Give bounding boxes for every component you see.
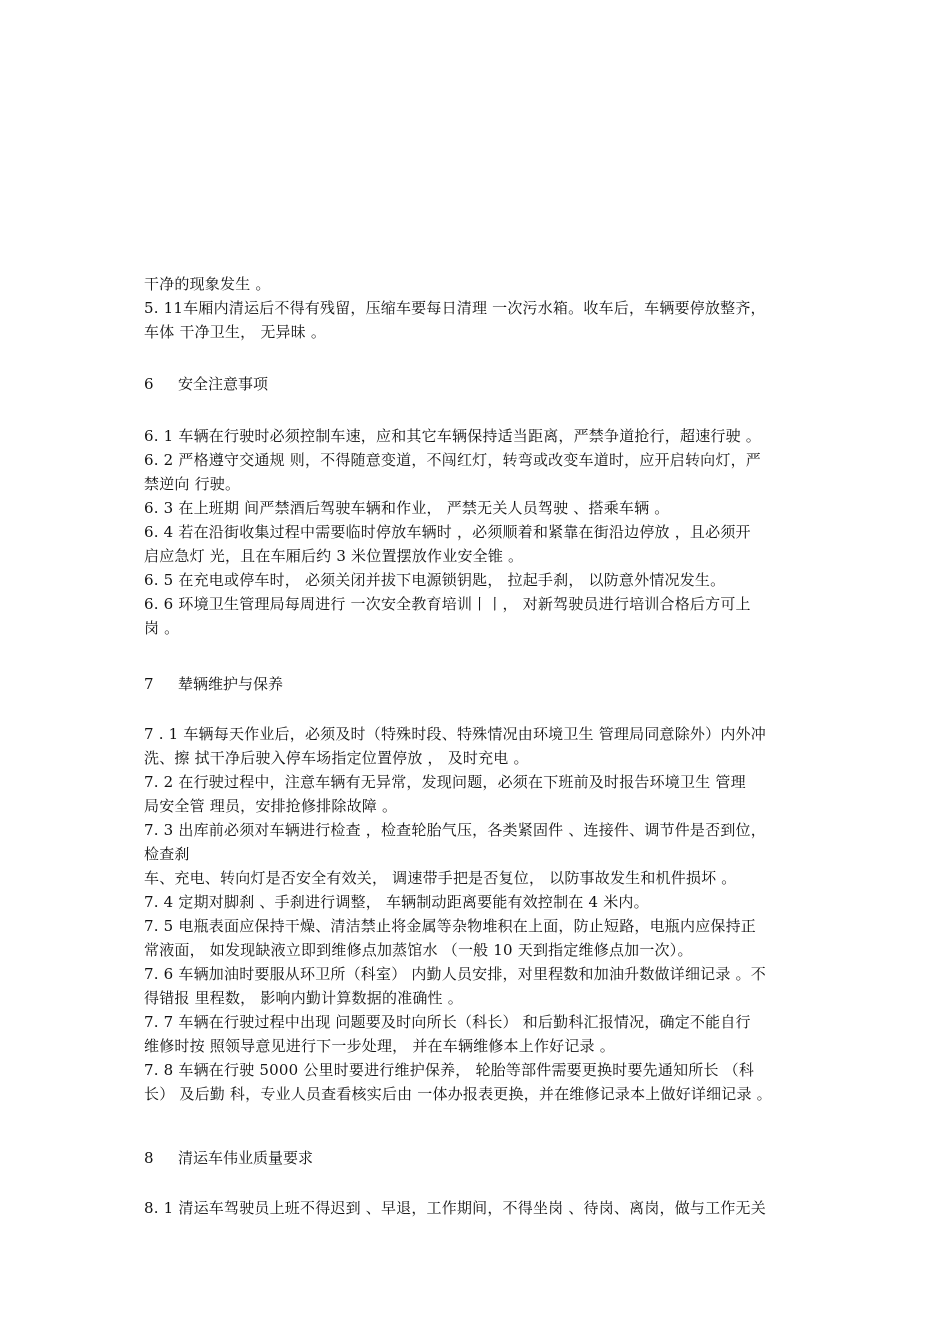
text-line: 车体 干净卫生， 无异昧 。 — [144, 323, 327, 341]
section-title: 安全注意事项 — [178, 375, 269, 393]
text-line: 长） 及后勤 科，专业人员查看核实后由 一体办报表更换，并在维修记录本上做好详细记录 。 — [144, 1085, 772, 1103]
text-line: 车、充电、转向灯是否安全有效关， 调速带手把是否复位， 以防事故发生和机件损坏 。 — [144, 869, 737, 887]
section-number: 8 — [144, 1149, 154, 1167]
text-line: 禁逆向 行驶。 — [144, 475, 241, 493]
text-line: 6. 5 在充电或停车时， 必须关闭并拔下电源锁钥匙， 拉起手刹， 以防意外情况发生。 — [144, 571, 726, 589]
section-number: 7 — [144, 675, 154, 693]
text-line: 启应急灯 光，且在车厢后约 3 米位置摆放作业安全锥 。 — [144, 547, 524, 565]
text-line: 局安全管 理员，安排抢修排除故障 。 — [144, 797, 398, 815]
text-line: 7. 3 出库前必须对车辆进行检查 ，检查轮胎气压，各类紧固件 、连接件、调节件是否到位， — [144, 821, 766, 839]
section-heading-8 — [144, 1146, 824, 1170]
text-line: 7. 2 在行驶过程中，注意车辆有无异常，发现问题，必须在下班前及时报告环境卫生 管理 — [144, 773, 746, 791]
text-line: 洗、擦 拭干净后驶入停车场指定位置停放 ， 及时充电 。 — [144, 749, 529, 767]
text-line: 7. 5 电瓶表面应保持干燥、清洁禁止将金属等杂物堆积在上面，防止短路，电瓶内应保持正 — [144, 917, 756, 935]
text-line: 5. 11车厢内清运后不得有残留，压缩车要每日清理 一次污水箱。收车后，车辆要停放整齐， — [144, 299, 766, 317]
text-line: 6. 4 若在沿街收集过程中需要临时停放车辆时 ，必须顺着和紧靠在街沿边停放 ，且必须开 — [144, 523, 751, 541]
paragraph-5-11 — [144, 272, 824, 344]
text-line: 7. 6 车辆加油时要服从环卫所（科室） 内勤人员安排，对里程数和加油升数做详细记录 。不 — [144, 965, 766, 983]
text-line: 干净的现象发生 。 — [144, 275, 271, 293]
text-line: 6. 2 严格遵守交通规 则，不得随意变道，不闯红灯，转弯或改变车道时，应开启转向灯，严 — [144, 451, 761, 469]
text-line: 维修时按 照领导意见进行下一步处理， 并在车辆维修本上作好记录 。 — [144, 1037, 615, 1055]
text-line: 7. 4 定期对脚刹 、手刹进行调整， 车辆制动距离要能有效控制在 4 米内。 — [144, 893, 649, 911]
section-number: 6 — [144, 375, 154, 393]
section-heading-7 — [144, 672, 824, 696]
section-title: 辇辆维护与保养 — [178, 675, 284, 693]
text-line: 7 . 1 车辆每天作业后，必须及时（特殊时段、特殊情况由环境卫生 管理局同意除外）内外冲 — [144, 725, 766, 743]
text-line: 6. 6 环境卫生管理局每周进行 一次安全教育培训丨丨， 对新驾驶员进行培训合格后方可上 — [144, 595, 751, 613]
text-line: 岗 。 — [144, 619, 180, 637]
text-line: 7. 8 车辆在行驶 5000 公里时要进行维护保养， 轮胎等部件需要更换时要先通知所长 （科 — [144, 1061, 755, 1079]
text-line: 常液面， 如发现缺液立即到维修点加蒸馆水 （一般 10 天到指定维修点加一次）。 — [144, 941, 693, 959]
text-line: 6. 1 车辆在行驶时必须控制车速，应和其它车辆保持适当距离，严禁争道抢行，超速行驶 。 — [144, 427, 761, 445]
section-7-body — [144, 722, 824, 1106]
text-line: 检查刹 — [144, 845, 190, 863]
text-line: 8. 1 清运车驾驶员上班不得迟到 、早退，工作期间，不得坐岗 、待岗、离岗，做与工作无关 — [144, 1199, 766, 1217]
section-heading-6 — [144, 372, 824, 396]
section-8-body — [144, 1196, 824, 1220]
section-6-body — [144, 424, 824, 640]
text-line: 7. 7 车辆在行驶过程中出现 问题要及时向所长（科长） 和后勤科汇报情况，确定不能自行 — [144, 1013, 751, 1031]
section-title: 清运车伟业质量要求 — [178, 1149, 314, 1167]
text-line: 得错报 里程数， 影响内勤计算数据的准确性 。 — [144, 989, 463, 1007]
text-line: 6. 3 在上班期 间严禁酒后驾驶车辆和作业， 严禁无关人员驾驶 、搭乘车辆 。 — [144, 499, 670, 517]
